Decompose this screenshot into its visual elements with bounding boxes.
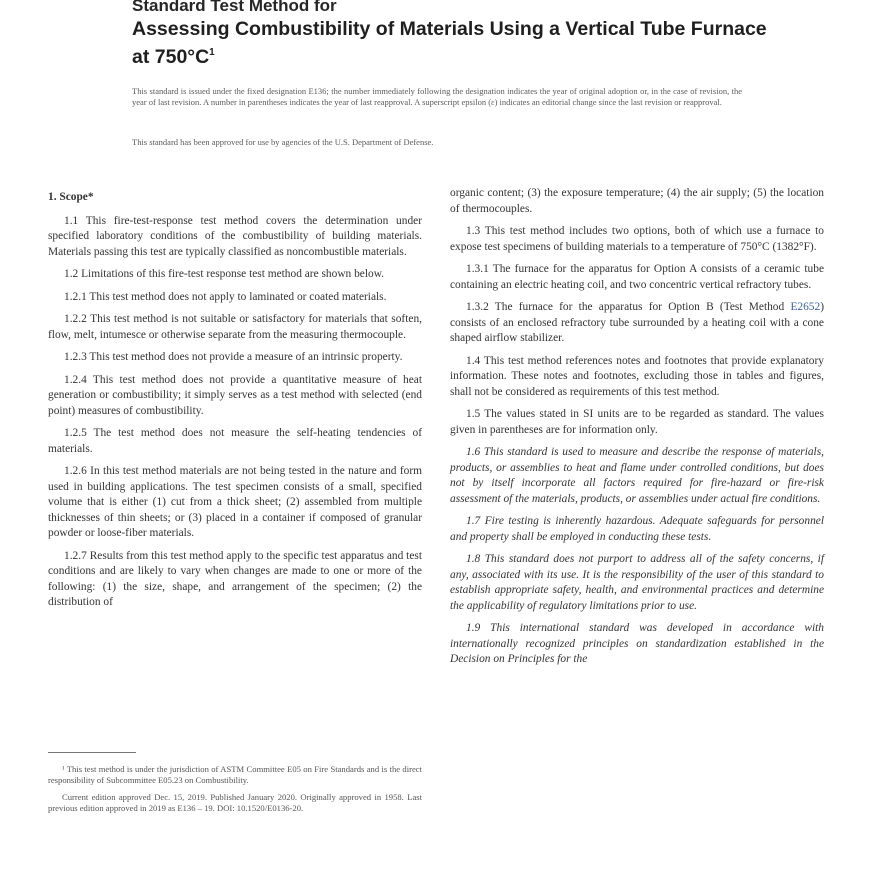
paragraph-1-1: 1.1 This fire-test-response test method covers the determination under specified laboratory conditions of the combustibility of building materials. Materials passing this test are typically classified as noncombustible materials. (48, 214, 422, 258)
paragraph-1-2: 1.2 Limitations of this fire-test response test method are shown below. (64, 268, 385, 280)
left-column (48, 190, 422, 618)
dod-approval-note: This standard has been approved for use by agencies of the U.S. Department of Defense. (132, 137, 434, 147)
paragraph-1-2-7: 1.2.7 Results from this test method apply to the specific test apparatus and test conditions and are likely to vary when changes are made to one or more of the following: (1) the size, shape, and arrangement of the specimen; (2) the distribution of (48, 549, 422, 608)
paragraph-1-2-1: 1.2.1 This test method does not apply to laminated or coated materials. (64, 290, 387, 303)
issue-designation-note: This standard is issued under the fixed designation E136; the number immediately following the designation indicates the year of original adoption or, in the case of revision, the year of last revision. A number in parentheses indicates the year of last reapproval. A superscript epsilon (ε) indicates an editorial change since the last revision or reapproval. (132, 86, 742, 107)
paragraph-1-5: 1.5 The values stated in SI units are to be regarded as standard. The values given in parentheses are for information only. (450, 408, 824, 436)
paragraph-1-7: 1.7 Fire testing is inherently hazardous. Adequate safeguards for personnel and property shall be employed in conducting these tests. (450, 515, 824, 543)
paragraph-1-3-1: 1.3.1 The furnace for the apparatus for Option A consists of a ceramic tube containing an electric heating coil, and two concentric vertical refractory tubes. (450, 263, 824, 291)
paragraph-1-3-2-text-a: 1.3.2 The furnace for the apparatus for Option B (Test Method (466, 301, 791, 313)
footnote-jurisdiction: ¹ This test method is under the jurisdiction of ASTM Committee E05 on Fire Standards and is the direct responsibility of Subcommittee E05.23 on Combustibility. (48, 764, 422, 785)
document-subtitle: Standard Test Method for (132, 0, 337, 15)
paragraph-1-2-5: 1.2.5 The test method does not measure the self-heating tendencies of materials. (48, 427, 422, 455)
section-heading-scope: 1. Scope* (48, 191, 94, 203)
paragraph-1-6: 1.6 This standard is used to measure and describe the response of materials, products, or assemblies to heat and flame under controlled conditions, but does not by itself incorporate all factors required for fire-hazard or fire-risk assessment of the materials, products, or assemblies under actual fire conditions. (450, 446, 824, 505)
footnote-edition: Current edition approved Dec. 15, 2019. Published January 2020. Originally approved in 1958. Last previous edition approved in 2019 as E136 – 19. DOI: 10.1520/E0136-20. (48, 792, 422, 813)
paragraph-continuation: organic content; (3) the exposure temperature; (4) the air supply; (5) the location of thermocouples. (450, 187, 824, 215)
paragraph-1-2-4: 1.2.4 This test method does not provide a quantitative measure of heat generation or combustibility; it simply serves as a test method with selected (end point) measures of combustibility. (48, 373, 422, 417)
paragraph-1-2-2: 1.2.2 This test method is not suitable or satisfactory for materials that soften, flow, melt, intumesce or otherwise separate from the measuring thermocouple. (48, 313, 422, 341)
footnotes (48, 764, 422, 820)
title-footnote-mark: 1 (209, 47, 215, 58)
footnote-divider (48, 752, 136, 753)
paragraph-1-2-3: 1.2.3 This test method does not provide a measure of an intrinsic property. (64, 351, 403, 363)
document-title (132, 18, 772, 69)
paragraph-1-3-2 (450, 300, 824, 347)
e2652-reference-link[interactable]: E2652 (790, 301, 821, 313)
paragraph-1-4: 1.4 This test method references notes and footnotes that provide explanatory information. These notes and footnotes, excluding those in tables and figures, shall not be considered as requirements of this test method. (450, 354, 824, 398)
paragraph-1-2-6: 1.2.6 In this test method materials are not being tested in the nature and form used in building applications. The test specimen consists of a small, specified volume that is either (1) cut from a thick sheet; (2) assembled from multiple thicknesses of thin sheets; or (3) placed in a container if composed of granular powder or loose-fiber materials. (48, 465, 422, 539)
paragraph-1-9: 1.9 This international standard was developed in accordance with internationally recognized principles on standardization established in the Decision on Principles for the (450, 622, 824, 665)
paragraph-1-3: 1.3 This test method includes two options, both of which use a furnace to expose test specimens of building materials to a temperature of 750°C (1382°F). (450, 225, 824, 253)
document-title-text: Assessing Combustibility of Materials Using a Vertical Tube Furnace at 750°C (132, 18, 767, 68)
paragraph-1-8: 1.8 This standard does not purport to address all of the safety concerns, if any, associated with its use. It is the responsibility of the user of this standard to establish appropriate safety, health, and environmental practices and determine the applicability of regulatory limitations prior to use. (450, 553, 824, 612)
right-column (450, 186, 824, 675)
paragraph-1-3-2-text-b: ) consists of an enclosed refractory tube surrounded by a heating coil with a cone shaped airflow stabilizer. (450, 301, 824, 344)
